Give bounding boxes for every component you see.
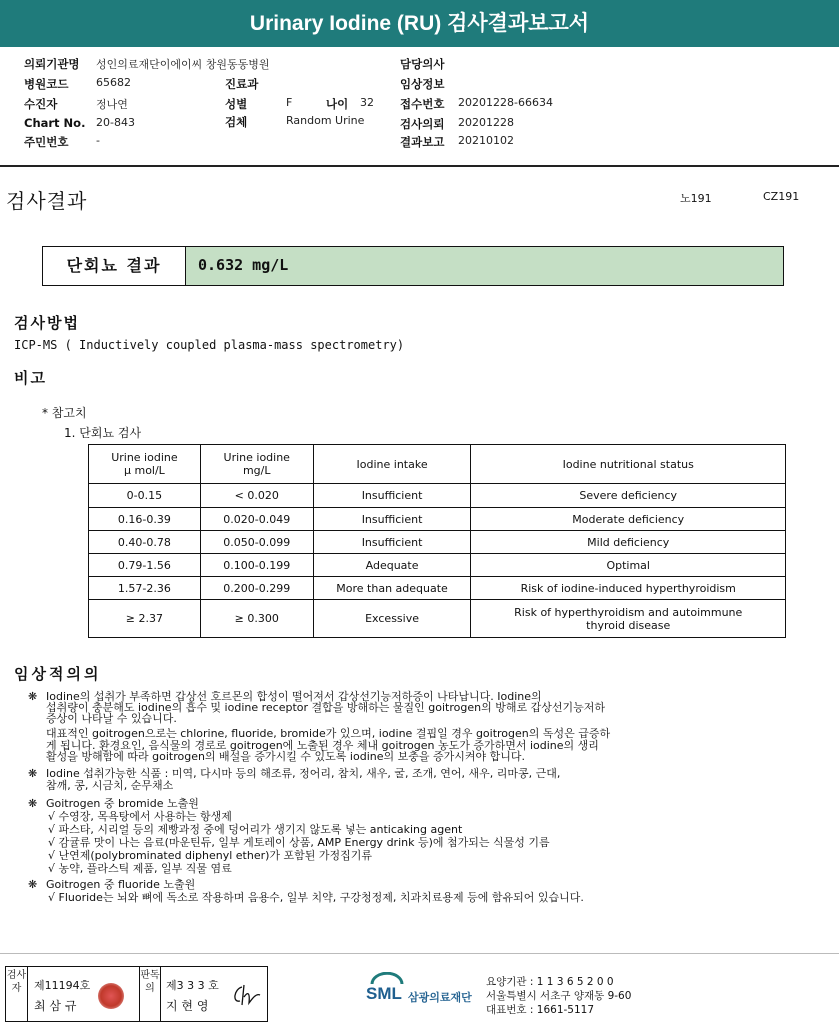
clinical-heading: 임상적의의 bbox=[14, 665, 102, 683]
sex-label: 성별 bbox=[225, 97, 248, 111]
clinical-line: 대표적인 goitrogen으로는 chlorine, fluoride, bromide가 있으며, iodine 결핍일 경우 goitrogen의 독성은 급증하 bbox=[46, 727, 611, 740]
table-cell: 1.57-2.36 bbox=[89, 577, 201, 600]
table-cell: ≥ 0.300 bbox=[200, 600, 313, 638]
result-value: 0.632 mg/L bbox=[186, 247, 783, 285]
reference-title: * 참고치 bbox=[42, 406, 87, 420]
table-cell: < 0.020 bbox=[200, 484, 313, 508]
examiner-license: 제11194호 bbox=[34, 979, 91, 992]
institution-value: 성인의료재단이에이씨 창원동동병원 bbox=[96, 58, 270, 71]
reference-subtitle: 1. 단회뇨 검사 bbox=[64, 426, 142, 440]
table-cell: Excessive bbox=[313, 600, 471, 638]
table-row bbox=[89, 600, 786, 638]
divider bbox=[0, 165, 839, 167]
table-row bbox=[89, 508, 786, 531]
table-cell: 0.200-0.299 bbox=[200, 577, 313, 600]
table-cell: Moderate deficiency bbox=[471, 508, 786, 531]
result-box bbox=[42, 246, 784, 286]
bottom-divider bbox=[0, 953, 839, 954]
bullet-icon: ❋ bbox=[28, 878, 38, 891]
table-cell: Insufficient bbox=[313, 508, 471, 531]
examiner-title: 검사자 bbox=[6, 967, 28, 1021]
result-label: 단회뇨 결과 bbox=[43, 247, 186, 285]
clinical-line: 섭취량이 충분해도 iodine의 흡수 및 iodine receptor 결합을 방해하는 물질인 goitrogen의 방해로 갑상선기능저하 bbox=[46, 701, 605, 714]
table-header-cell: Iodine intake bbox=[313, 445, 471, 484]
clinical-line: 증상이 나타날 수 있습니다. bbox=[46, 712, 177, 725]
table-cell: 0.020-0.049 bbox=[200, 508, 313, 531]
table-cell: 0.100-0.199 bbox=[200, 554, 313, 577]
receipt-value: 20201228-66634 bbox=[458, 96, 553, 109]
hospital-code-label: 병원코드 bbox=[24, 77, 69, 91]
table-cell: Insufficient bbox=[313, 484, 471, 508]
clinical-line: √ Fluoride는 뇌와 뼈에 독소로 작용하며 음용수, 일부 치약, 구강청정제, 치과치료용제 등에 함유되어 있습니다. bbox=[48, 891, 584, 904]
agency-number: 요양기관 : 1 1 3 6 5 2 0 0 bbox=[486, 976, 614, 988]
reference-table bbox=[88, 444, 786, 638]
institution-label: 의뢰기관명 bbox=[24, 57, 80, 71]
clinical-line: Iodine의 섭취가 부족하면 갑상선 호르몬의 합성이 떨어져서 갑상선기능저하증이 나타납니다. Iodine의 bbox=[46, 690, 542, 703]
clinical-line: Iodine 섭취가능한 식품 : 미역, 다시마 등의 해조류, 정어리, 참치, 새우, 굴, 조개, 연어, 새우, 리마콩, 근대, bbox=[46, 767, 561, 780]
clinical-line: Goitrogen 중 fluoride 노출원 bbox=[46, 878, 196, 891]
method-text: ICP-MS ( Inductively coupled plasma-mass spectrometry) bbox=[14, 338, 405, 352]
table-cell: 0.40-0.78 bbox=[89, 531, 201, 554]
specimen-label: 검체 bbox=[225, 115, 248, 129]
age-label: 나이 bbox=[326, 97, 349, 111]
seal-stamp-icon bbox=[98, 983, 124, 1009]
table-cell: Adequate bbox=[313, 554, 471, 577]
clinical-line: √ 수영장, 목욕탕에서 사용하는 항생제 bbox=[48, 810, 232, 823]
address: 서울특별시 서초구 양재동 9-60 bbox=[486, 990, 632, 1002]
sex-value: F bbox=[286, 96, 293, 109]
table-cell: Severe deficiency bbox=[471, 484, 786, 508]
sml-logo-text: SML bbox=[366, 984, 402, 1003]
chart-value: 20-843 bbox=[96, 116, 135, 129]
test-code-2: CZ191 bbox=[763, 190, 800, 203]
receipt-label: 접수번호 bbox=[400, 97, 445, 111]
table-header-cell: Urine iodine mg/L bbox=[200, 445, 313, 484]
table-cell: 0.79-1.56 bbox=[89, 554, 201, 577]
chart-label: Chart No. bbox=[24, 116, 86, 130]
table-header-cell: Iodine nutritional status bbox=[471, 445, 786, 484]
report-value: 20210102 bbox=[458, 134, 514, 147]
table-header-row bbox=[89, 445, 786, 484]
table-row bbox=[89, 577, 786, 600]
clinical-line: √ 감귤류 맛이 나는 음료(마운틴듀, 일부 게토레이 상품, AMP Energy drink 등)에 첨가되는 식물성 기름 bbox=[48, 836, 550, 849]
age-value: 32 bbox=[360, 96, 374, 109]
request-label: 검사의뢰 bbox=[400, 117, 445, 131]
collector-label: 수진자 bbox=[24, 97, 58, 111]
method-heading: 검사방법 bbox=[14, 314, 80, 332]
request-value: 20201228 bbox=[458, 116, 514, 129]
table-cell: Risk of hyperthyroidism and autoimmune thyroid disease bbox=[471, 600, 786, 638]
table-cell: Risk of iodine-induced hyperthyroidism bbox=[471, 577, 786, 600]
clinical-line: 활성을 방해함에 따라 goitrogen의 배설을 증가시킬 수 있도록 iodine의 보충을 증가시켜야 합니다. bbox=[46, 750, 525, 763]
table-cell: More than adequate bbox=[313, 577, 471, 600]
resident-label: 주민번호 bbox=[24, 135, 69, 149]
clinical-line: √ 파스타, 시리얼 등의 제빵과정 중에 덩어리가 생기지 않도록 넣는 anticaking agent bbox=[48, 823, 463, 836]
clinical-line: 게 됩니다. 환경요인, 음식물의 경로로 goitrogen에 노출된 경우 체내 goitrogen 농도가 증가하면서 iodine의 생리 bbox=[46, 739, 599, 752]
specimen-value: Random Urine bbox=[286, 114, 365, 127]
clinical-line: 참깨, 콩, 시금치, 순무채소 bbox=[46, 779, 174, 792]
table-row bbox=[89, 531, 786, 554]
table-row bbox=[89, 484, 786, 508]
reader-name: 지 현 영 bbox=[166, 999, 209, 1013]
report-label: 결과보고 bbox=[400, 135, 445, 149]
patient-info bbox=[24, 56, 824, 156]
clinical-text bbox=[28, 691, 828, 951]
table-cell: Mild deficiency bbox=[471, 531, 786, 554]
clinical-line: Goitrogen 중 bromide 노출원 bbox=[46, 797, 199, 810]
table-cell: Optimal bbox=[471, 554, 786, 577]
report-title: Urinary Iodine (RU) 검사결과보고서 bbox=[0, 0, 839, 47]
test-code-1: 노191 bbox=[680, 192, 712, 205]
signature-box bbox=[5, 966, 268, 1022]
table-cell: 0.050-0.099 bbox=[200, 531, 313, 554]
bullet-icon: ❋ bbox=[28, 797, 38, 810]
bullet-icon: ❋ bbox=[28, 767, 38, 780]
dept-label: 진료과 bbox=[225, 77, 259, 91]
collector-value: 정나연 bbox=[96, 98, 128, 111]
clinical-label: 임상정보 bbox=[400, 77, 445, 91]
table-header-cell: Urine iodine μ mol/L bbox=[89, 445, 201, 484]
reader-title: 판독의 bbox=[139, 967, 161, 1021]
doctor-label: 담당의사 bbox=[400, 57, 445, 71]
phone: 대표번호 : 1661-5117 bbox=[486, 1004, 595, 1016]
table-cell: Insufficient bbox=[313, 531, 471, 554]
bullet-icon: ❋ bbox=[28, 690, 38, 703]
table-cell: 0.16-0.39 bbox=[89, 508, 201, 531]
hospital-code-value: 65682 bbox=[96, 76, 131, 89]
organization-name: 삼광의료재단 bbox=[408, 991, 472, 1004]
clinical-line: √ 난연제(polybrominated diphenyl ether)가 포함된 가정집기류 bbox=[48, 849, 373, 862]
table-cell: 0-0.15 bbox=[89, 484, 201, 508]
table-row bbox=[89, 554, 786, 577]
resident-value: - bbox=[96, 134, 100, 147]
results-heading: 검사결과 bbox=[6, 189, 88, 213]
table-cell: ≥ 2.37 bbox=[89, 600, 201, 638]
signature-icon bbox=[228, 981, 264, 1009]
examiner-name: 최 삼 규 bbox=[34, 999, 77, 1013]
reader-license: 제3 3 3 호 bbox=[166, 979, 219, 992]
remarks-heading: 비고 bbox=[14, 369, 47, 387]
clinical-line: √ 농약, 플라스틱 제품, 일부 직물 염료 bbox=[48, 862, 232, 875]
